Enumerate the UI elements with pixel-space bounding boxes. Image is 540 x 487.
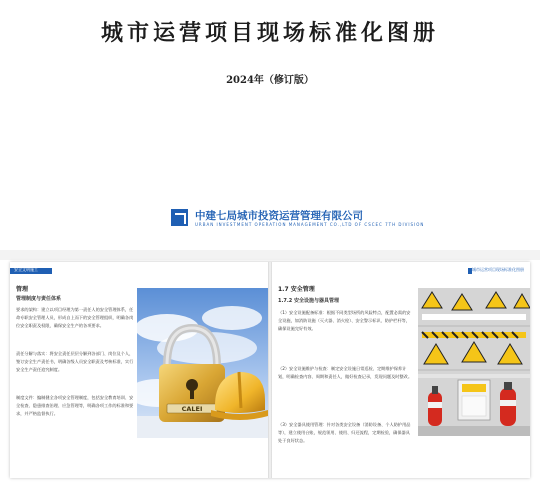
right-page — [272, 262, 530, 478]
right-paragraph-1: （1）安全设施配备标准：根据不同类型场所的风险特点，配置必需的安全设施，如消防设施（灭火器、消火栓）、安全警示标识、防护栏杆等，确保设施完好有效。 — [278, 310, 411, 331]
padlock-label: CALEI — [181, 405, 203, 413]
right-section-subtitle: 1.7.2 安全设施与器具管理 — [278, 298, 339, 304]
company-logo-icon — [171, 209, 188, 226]
padlock-helmet-photo — [137, 288, 268, 438]
left-paragraph-1: 要求的架构：建立以项目经理为第一责任人的安全管理体系，任命专职安全管理人员，形成自上而下的安全管理组织，明确各岗位安全职责及权限，确保安全生产的各项要求。 — [16, 307, 134, 328]
cover-title: 城市运营项目现场标准化图册 — [100, 20, 439, 46]
page-spread — [10, 262, 530, 478]
company-name-en: URBAN INVESTMENT OPERATION MANAGEMENT CO.,LTD OF CSCEC 7TH DIVISION — [195, 222, 425, 227]
fire-extinguisher-cabinet — [458, 380, 490, 420]
right-header-tag — [468, 268, 472, 274]
left-section-subtitle: 管理制度与责任体系 — [16, 296, 62, 302]
safety-equipment-photo — [418, 288, 530, 436]
left-paragraph-2: 责任分解与落实：将安全责任层层分解到各部门、岗位及个人，签订安全生产责任书，明确各级人员安全职责及考核标准，实行安全生产责任追究制度。 — [16, 351, 134, 372]
right-header-text: 城市运营项目现场标准化图册 — [472, 267, 524, 272]
right-paragraph-3: （3）安全器具使用管理：针对各类安全设备（消防设备、个人防护用品等），建立使用台账，规范领用、使用、归还流程，定期检验，确保器具处于良好状态。 — [278, 422, 411, 443]
company-name-cn: 中建七局城市投资运营管理有限公司 — [195, 210, 363, 222]
left-header-text: 安全文明施工 — [14, 267, 38, 272]
hazard-stripes — [422, 332, 526, 338]
right-paragraph-2: （2）安全设施维护与检查：制定安全设施日常巡检、定期维护保养计划，明确检查内容、周期和责任人，做好检查记录，发现问题及时整改。 — [278, 366, 413, 379]
left-paragraph-3: 制度文件：编制健全各项安全管理制度，包括安全教育培训、安全检查、隐患排查治理、应急管理等，明确各项工作的标准和要求，并严格监督执行。 — [16, 395, 134, 416]
company-logo — [171, 209, 425, 233]
right-section-title: 1.7 安全管理 — [278, 286, 315, 293]
page-gap — [0, 250, 540, 260]
left-page — [10, 262, 268, 478]
safety-equipment-illustration — [418, 288, 530, 436]
padlock-helmet-illustration — [137, 288, 268, 438]
left-section-title: 管理 — [16, 286, 29, 293]
cover-subtitle: 2024年（修订版） — [226, 75, 314, 86]
